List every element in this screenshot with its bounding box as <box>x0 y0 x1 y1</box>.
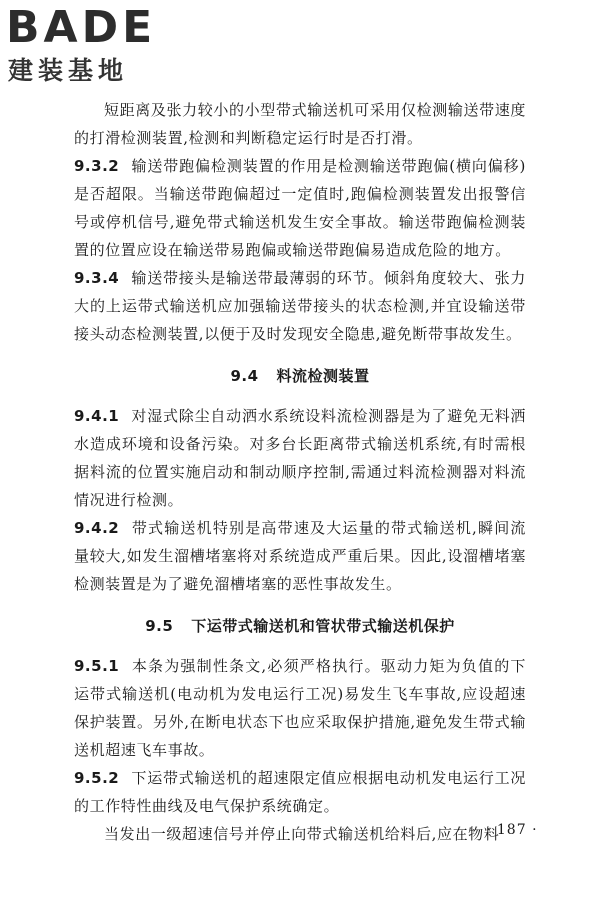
paragraph-text: 短距离及张力较小的小型带式输送机可采用仅检测输送带速度的打滑检测装置,检测和判断稳定运行时是否打滑。 <box>74 101 526 147</box>
clause-number: 9.4.2 <box>74 519 120 537</box>
paragraph-text: 当发出一级超速信号并停止向带式输送机给料后,应在物料 <box>104 825 500 843</box>
clause-number: 9.3.4 <box>74 269 120 287</box>
clause-number: 9.5.1 <box>74 657 120 675</box>
clause-9-3-4 <box>74 264 526 348</box>
clause-text: 对湿式除尘自动洒水系统设料流检测器是为了避免无料洒水造成环境和设备污染。对多台长距离带式输送机系统,有时需根据料流的位置实施启动和制动顺序控制,需通过料流检测器对料流情况进行检测。 <box>74 407 526 509</box>
clause-9-5-1 <box>74 652 526 764</box>
logo-subtitle: 建装基地 <box>8 56 129 85</box>
clause-text: 输送带跑偏检测装置的作用是检测输送带跑偏(横向偏移)是否超限。当输送带跑偏超过一定值时,跑偏检测装置发出报警信号或停机信号,避免带式输送机发生安全事故。输送带跑偏检测装置的位置应设在输送带易跑偏或输送带跑偏易造成危险的地方。 <box>74 157 526 259</box>
clause-text: 带式输送机特别是高带速及大运量的带式输送机,瞬间流量较大,如发生溜槽堵塞将对系统造成严重后果。因此,设溜槽堵塞检测装置是为了避免溜槽堵塞的恶性事故发生。 <box>74 519 526 593</box>
clause-number: 9.4.1 <box>74 407 120 425</box>
clause-text: 输送带接头是输送带最薄弱的环节。倾斜角度较大、张力大的上运带式输送机应加强输送带接头的状态检测,并宜设输送带接头动态检测装置,以便于及时发现安全隐患,避免断带事故发生。 <box>74 269 526 343</box>
section-title: 料流检测装置 <box>276 367 370 385</box>
clause-9-3-2 <box>74 152 526 264</box>
page-number: · 187 · <box>486 822 538 838</box>
clause-9-5-2 <box>74 764 526 820</box>
clause-number: 9.3.2 <box>74 157 120 175</box>
section-heading-9-4 <box>74 362 526 390</box>
clause-text: 本条为强制性条文,必须严格执行。驱动力矩为负值的下运带式输送机(电动机为发电运行工况)易发生飞车事故,应设超速保护装置。另外,在断电状态下也应采取保护措施,避免发生带式输送机超速飞车事故。 <box>74 657 526 759</box>
clause-9-4-2 <box>74 514 526 598</box>
section-number: 9.4 <box>230 367 259 385</box>
clause-9-4-1 <box>74 402 526 514</box>
section-heading-9-5 <box>74 612 526 640</box>
clause-number: 9.5.2 <box>74 769 120 787</box>
bade-logo <box>6 4 181 88</box>
document-body <box>74 96 526 848</box>
clause-text: 下运带式输送机的超速限定值应根据电动机发电运行工况的工作特性曲线及电气保护系统确定。 <box>74 769 526 815</box>
paragraph-intro <box>74 96 526 152</box>
logo-wordmark: BADE <box>6 2 157 53</box>
section-title: 下运带式输送机和管状带式输送机保护 <box>191 617 455 635</box>
paragraph-continuation <box>74 820 526 848</box>
section-number: 9.5 <box>145 617 174 635</box>
